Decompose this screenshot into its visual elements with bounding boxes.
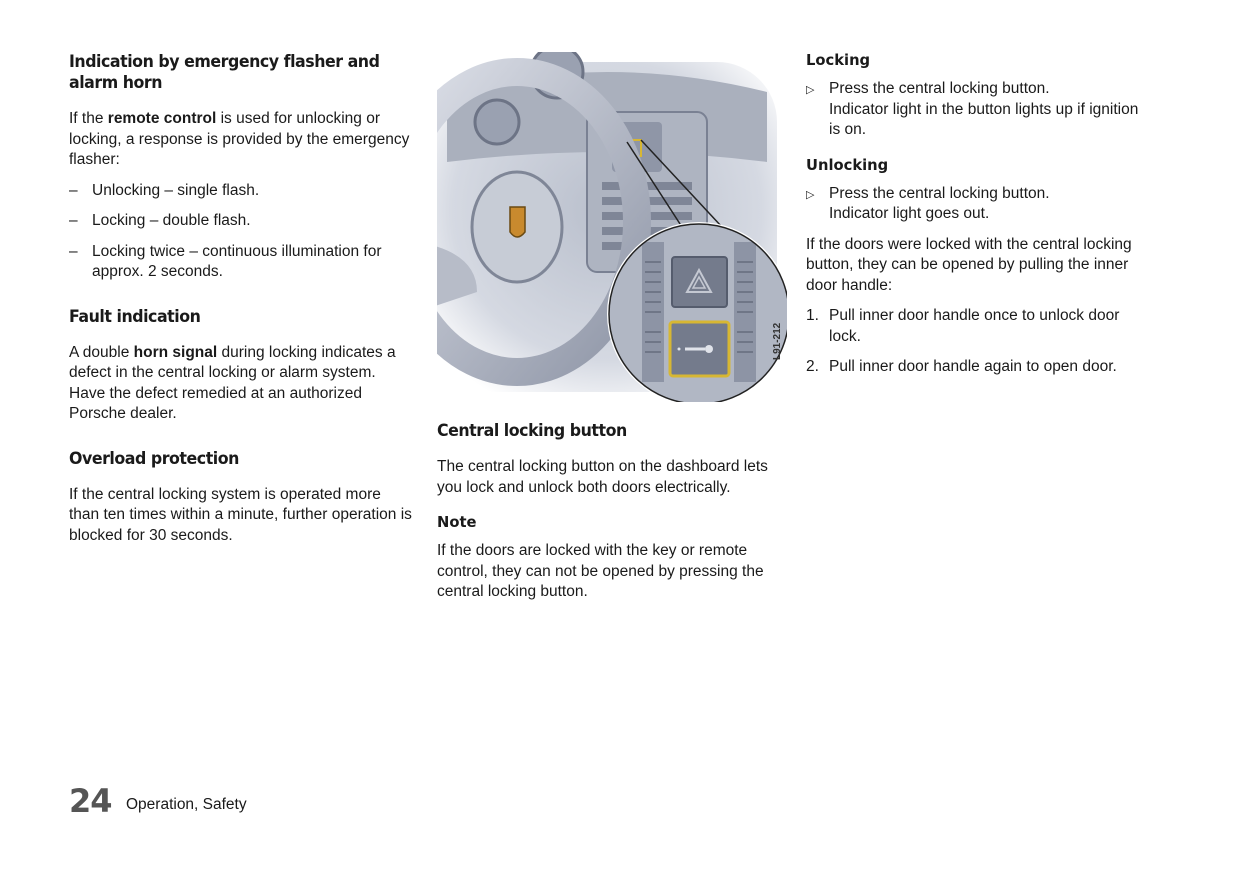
step-number: 1.	[806, 307, 819, 324]
heading-note: Note	[437, 513, 477, 531]
column-left	[69, 52, 414, 556]
step-text: Press the central locking button.	[829, 184, 1050, 202]
text: A double	[69, 343, 134, 361]
bold-remote-control: remote control	[107, 110, 217, 127]
dashboard-illustration	[437, 52, 787, 402]
paragraph-note: If the doors are locked with the key or remote control, they can not be opened by pressing the central locking button.	[437, 542, 764, 600]
page-number: 24	[69, 782, 112, 820]
instruction-unlocking	[806, 184, 1151, 225]
triangle-right-icon: ▷	[806, 84, 815, 96]
heading-fault-indication: Fault indication	[69, 306, 201, 327]
step-text: Press the central locking button.	[829, 80, 1050, 97]
step-number: 2.	[806, 358, 819, 375]
steering-wheel-dashboard-icon	[437, 52, 787, 402]
list-item	[806, 306, 1151, 347]
heading-overload-protection: Overload protection	[69, 448, 239, 469]
paragraph-horn-signal	[69, 343, 414, 425]
list-item	[806, 357, 1151, 378]
figure-id: L91-212	[772, 322, 783, 360]
text: If the	[69, 110, 108, 127]
paragraph-central-locking: The central locking button on the dashboard lets you lock and unlock both doors electrically.	[437, 458, 768, 496]
list-item: – Locking – double flash.	[69, 211, 414, 232]
heading-unlocking: Unlocking	[806, 155, 889, 174]
list-item: – Locking twice – continuous illumination for approx. 2 seconds.	[69, 242, 414, 283]
text: is used for unlocking or locking, a response is provided by the emergency flasher:	[69, 110, 410, 168]
column-middle	[437, 421, 782, 613]
paragraph-inner-handle: If the doors were locked with the central locking button, they can be opened by pulling the inner door handle:	[806, 235, 1132, 294]
heading-central-locking-button: Central locking button	[437, 421, 627, 441]
list-item: – Unlocking – single flash.	[69, 181, 414, 202]
paragraph-overload: If the central locking system is operated more than ten times within a minute, further operation is blocked for 30 seconds.	[69, 485, 412, 544]
triangle-right-icon: ▷	[806, 188, 815, 201]
heading-emergency-flasher: Indication by emergency flasher and alarm horn	[69, 52, 380, 93]
step-text: Pull inner door handle once to unlock door lock.	[829, 307, 1120, 345]
step-text: Pull inner door handle again to open door.	[829, 358, 1117, 375]
section-title: Operation, Safety	[125, 796, 247, 813]
paragraph-remote-control	[69, 109, 414, 171]
result-text: Indicator light in the button lights up if ignition is on.	[829, 100, 1139, 138]
page-footer	[69, 782, 247, 820]
bold-horn-signal: horn signal	[133, 343, 218, 361]
text: during locking indicates a defect in the central locking or alarm system. Have the defect remedied at an authorized Porsche dealer.	[69, 343, 396, 422]
column-right	[806, 50, 1151, 388]
result-text: Indicator light goes out.	[829, 205, 990, 222]
heading-locking: Locking	[806, 51, 871, 69]
instruction-locking	[806, 79, 1151, 141]
